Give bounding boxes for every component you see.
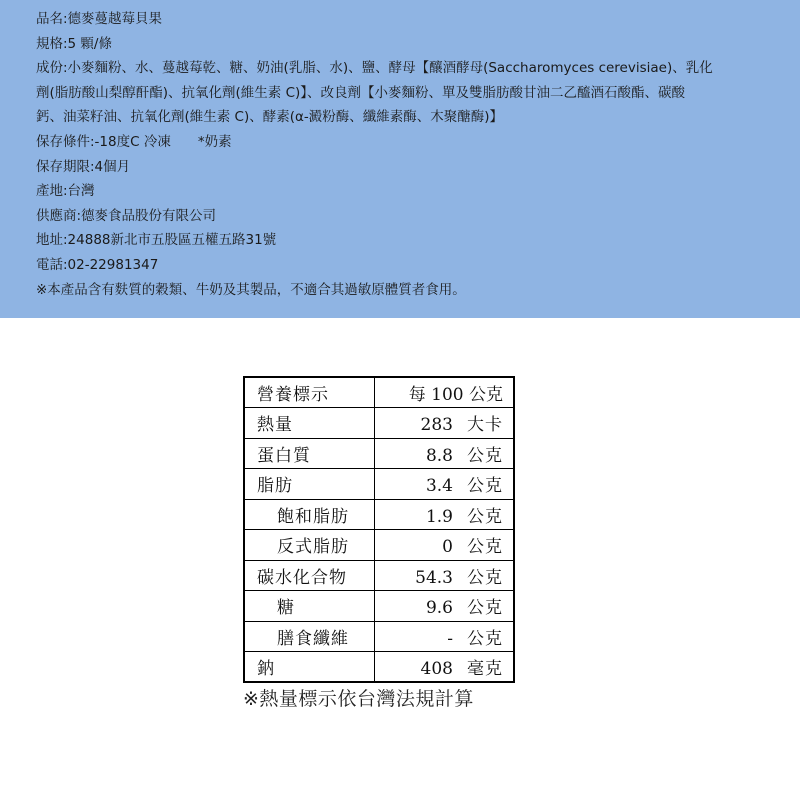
nutrient-name: 熱量 xyxy=(244,408,374,439)
storage-condition-line: 保存條件:-18度C 冷凍 *奶素 xyxy=(36,133,232,150)
nutrient-unit: 公克 xyxy=(467,598,503,619)
spec-line: 規格:5 顆/條 xyxy=(36,35,112,52)
nutrient-unit: 大卡 xyxy=(467,415,503,436)
nutrient-value: 9.6 xyxy=(425,598,453,619)
nutrition-label xyxy=(243,376,515,711)
product-info-panel xyxy=(0,0,800,318)
table-row xyxy=(244,530,514,561)
nutrient-value: 1.9 xyxy=(425,506,453,527)
table-row xyxy=(244,560,514,591)
table-row xyxy=(244,408,514,439)
product-name-line: 品名:德麥蔓越莓貝果 xyxy=(36,11,163,27)
nutrient-value: 3.4 xyxy=(425,476,453,497)
shelf-life-line: 保存期限:4個月 xyxy=(36,158,131,175)
address-line: 地址:24888新北市五股區五權五路31號 xyxy=(36,232,277,249)
table-row xyxy=(244,621,514,652)
nutrient-value: 54.3 xyxy=(415,567,453,588)
nutrient-name: 碳水化合物 xyxy=(244,560,374,591)
nutrient-unit: 公克 xyxy=(467,537,503,558)
nutrient-value: 0 xyxy=(442,537,453,558)
supplier-line: 供應商:德麥食品股份有限公司 xyxy=(36,207,217,224)
ingredients-line-2: 劑(脂肪酸山梨醇酐酯)、抗氧化劑(維生素 C)】、改良劑【小麥麵粉、單及雙脂肪酸甘油二乙醯酒石酸酯、碳酸 xyxy=(36,84,686,101)
nutrient-value: - xyxy=(447,628,453,649)
nutrition-header-label: 營養標示 xyxy=(244,377,374,408)
table-row xyxy=(244,469,514,500)
nutrition-footnote: ※熱量標示依台灣法規計算 xyxy=(243,688,474,710)
allergen-warning-line: ※本產品含有麩質的穀類、牛奶及其製品，不適合其過敏原體質者食用。 xyxy=(36,281,466,298)
nutrient-value: 408 xyxy=(420,659,453,679)
ingredients-line-3: 鈣、油菜籽油、抗氧化劑(維生素 C)、酵素(α-澱粉酶、纖維素酶、木聚醣酶)】 xyxy=(36,109,504,126)
origin-line: 產地:台灣 xyxy=(36,183,95,200)
nutrient-unit: 公克 xyxy=(467,628,503,649)
nutrient-name: 脂肪 xyxy=(244,469,374,500)
table-row xyxy=(244,591,514,622)
nutrient-unit: 公克 xyxy=(467,567,503,588)
table-row xyxy=(244,652,514,683)
nutrient-unit: 公克 xyxy=(467,445,503,466)
nutrient-name: 反式脂肪 xyxy=(244,530,374,561)
table-row xyxy=(244,499,514,530)
nutrition-table xyxy=(243,376,515,683)
nutrition-header-row xyxy=(244,377,514,408)
nutrient-unit: 毫克 xyxy=(467,659,503,679)
nutrient-unit: 公克 xyxy=(467,476,503,497)
nutrient-unit: 公克 xyxy=(467,506,503,527)
nutrient-name: 糖 xyxy=(244,591,374,622)
nutrient-name: 飽和脂肪 xyxy=(244,499,374,530)
nutrient-name: 蛋白質 xyxy=(244,438,374,469)
nutrient-value: 283 xyxy=(420,415,453,436)
table-row xyxy=(244,438,514,469)
nutrient-name: 膳食纖維 xyxy=(244,621,374,652)
nutrient-value: 8.8 xyxy=(425,445,453,466)
phone-line: 電話:02-22981347 xyxy=(36,256,159,273)
nutrition-header-per: 每 100 公克 xyxy=(374,377,514,408)
ingredients-line-1: 成份:小麥麵粉、水、蔓越莓乾、糖、奶油(乳脂、水)、鹽、酵母【釀酒酵母(Saccharomyces cerevisiae)、乳化 xyxy=(36,60,713,77)
nutrient-name: 鈉 xyxy=(244,652,374,683)
